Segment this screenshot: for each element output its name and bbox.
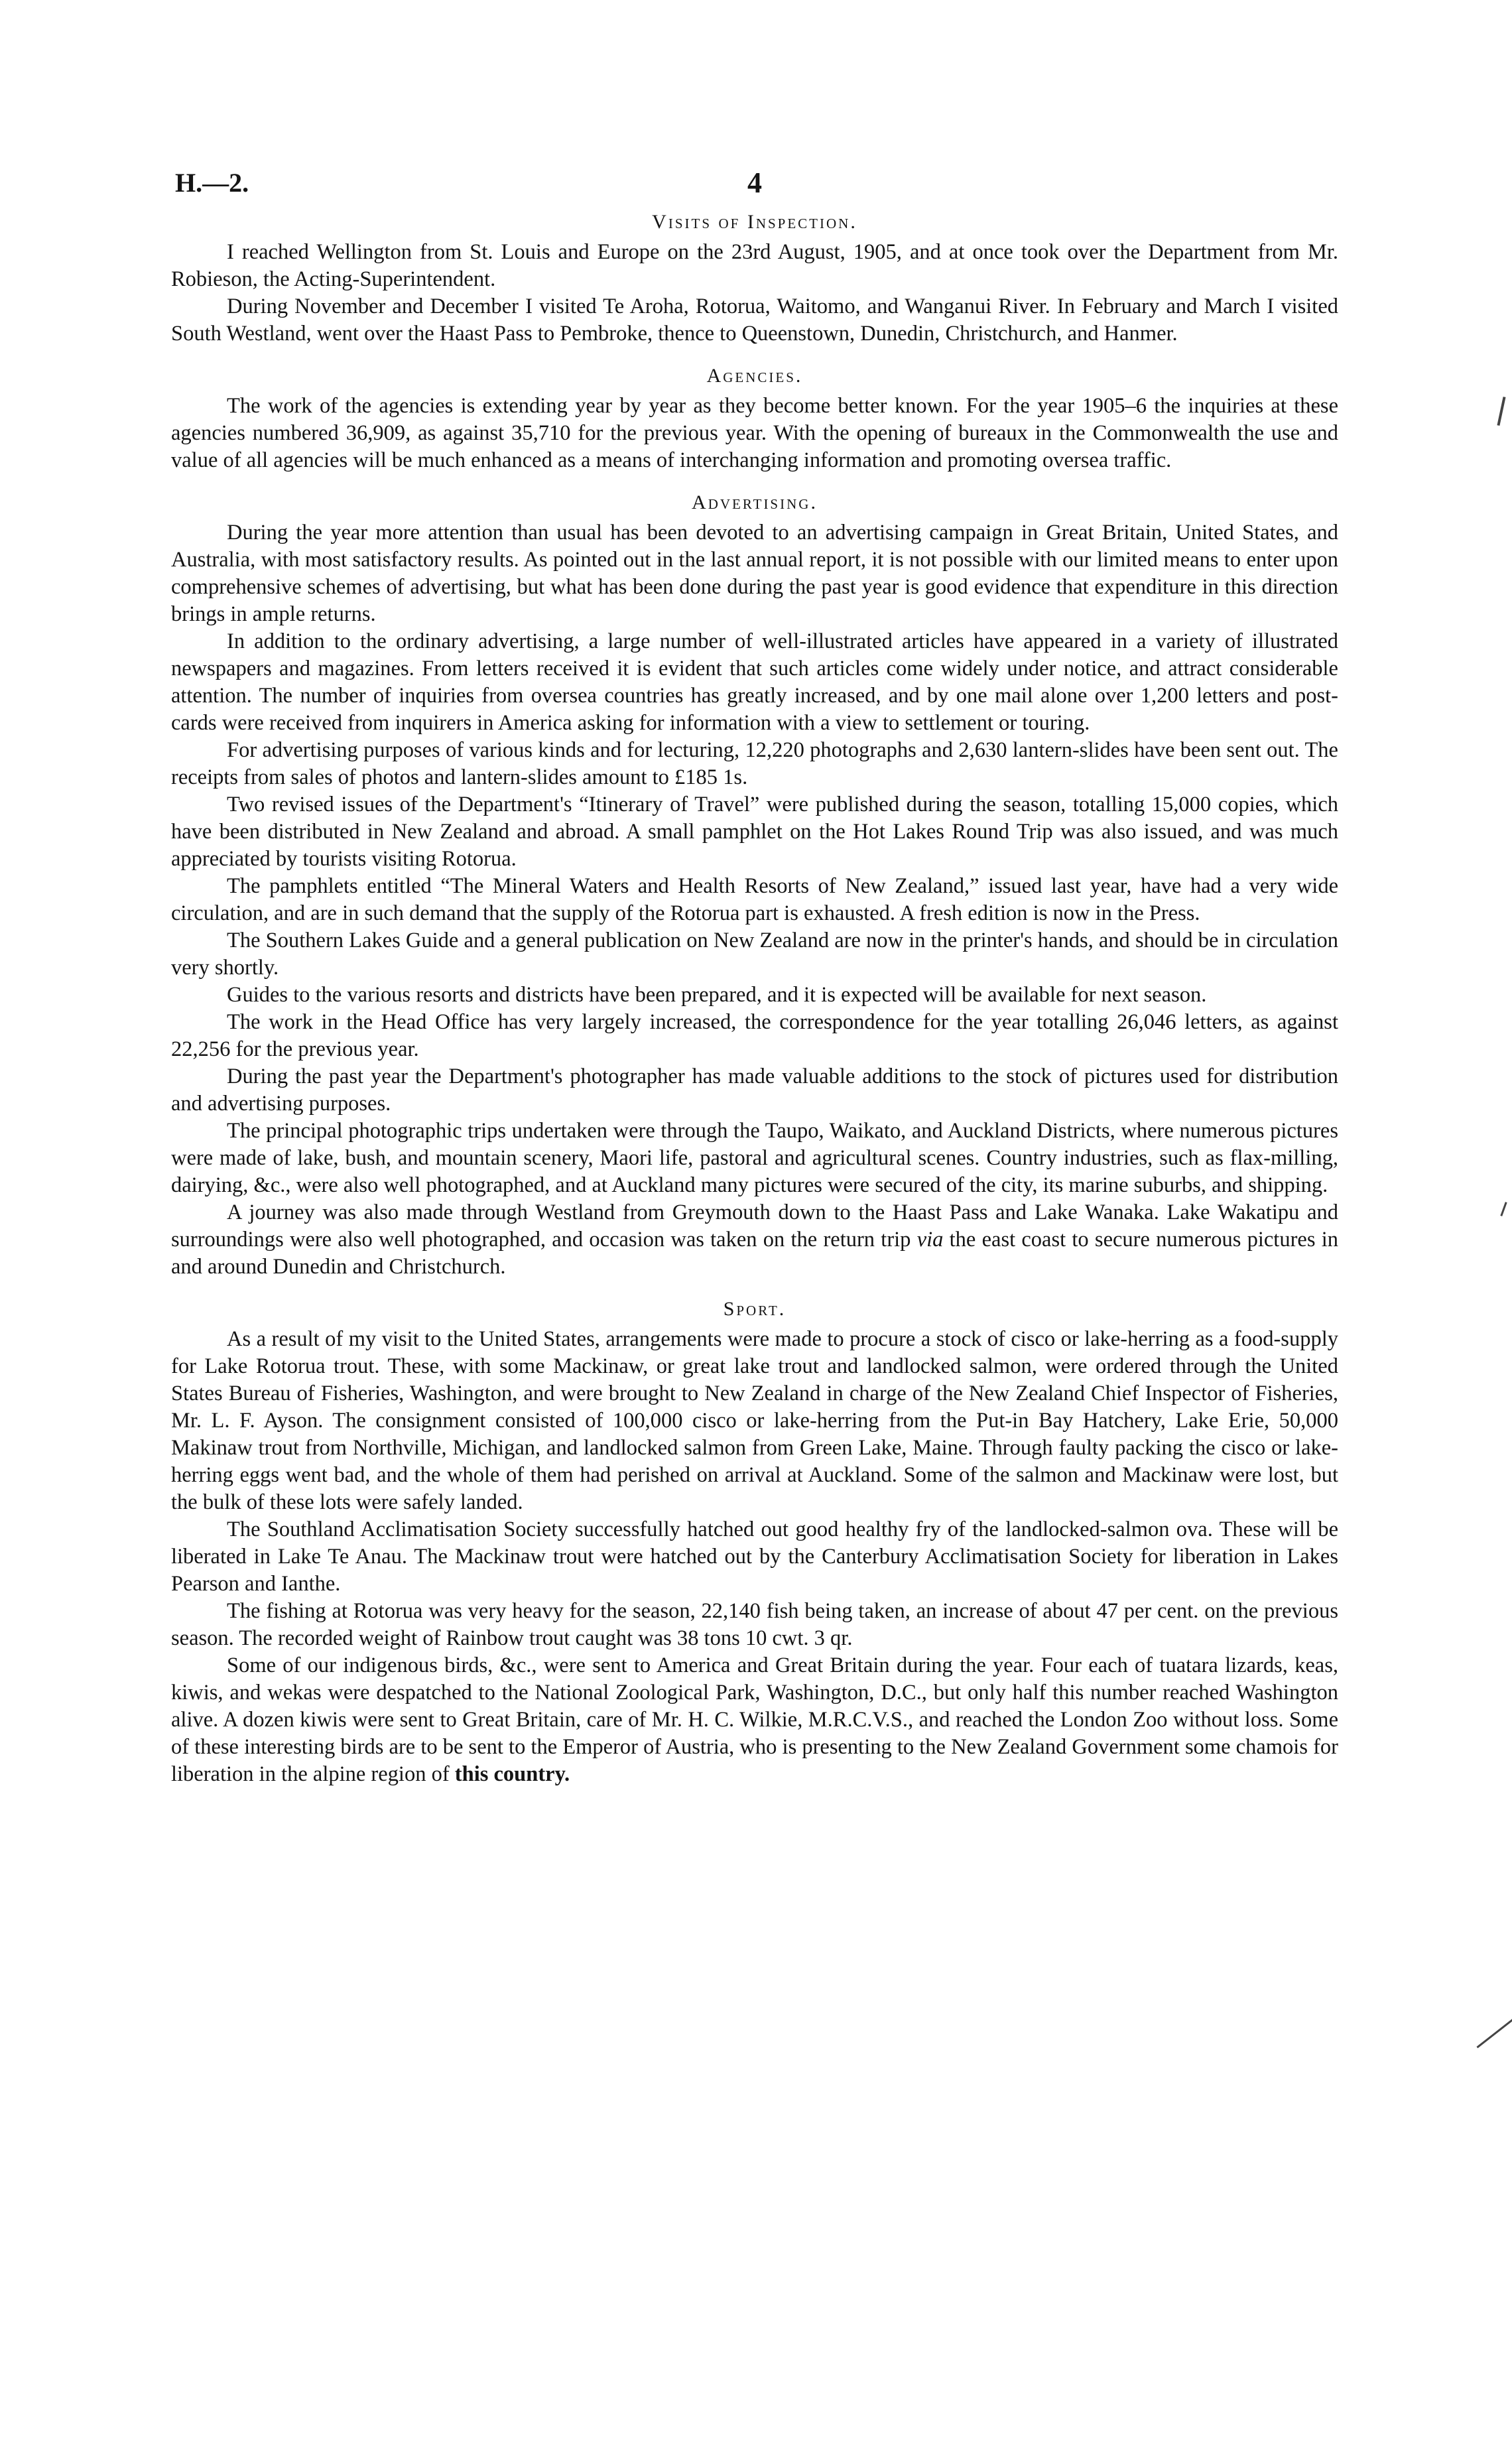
- page-mark: [1476, 2018, 1512, 2048]
- page: [171, 159, 1338, 1788]
- section-heading: Visits of Inspection.: [652, 211, 857, 233]
- paragraph-text: Some of our indigenous birds, &c., were sent to America and Great Britain during the year. Four each of tuatara lizards, keas, kiwis, and wekas were despatched to the National Zoological Park, Washington, D.C., but only half this number reached Washington alive. A dozen kiwis were sent to Great Britain, care of Mr. H. C. Wilkie, M.R.C.V.S., and reached the London Zoo without loss. Some of these interesting birds are to be sent to the Emperor of Austria, who is presenting to the New Zealand Government some chamois for liberation in the alpine region of: [171, 1653, 1338, 1786]
- document-reference: H.—2.: [175, 168, 249, 198]
- paragraph-text: the east coast to secure numerous pictures in and around Dunedin and Christchurch.: [171, 1228, 1338, 1279]
- page-header: [171, 159, 1338, 206]
- paragraph: The Southern Lakes Guide and a general publication on New Zealand are now in the printer's hands, and should be in circulation very shortly.: [171, 929, 1338, 980]
- paragraph: Two revised issues of the Department's “Itinerary of Travel” were published during the season, totalling 15,000 copies, which have been distributed in New Zealand and abroad. A small pamphlet on the Hot Lakes Round Trip was also issued, and was much appreciated by tourists visiting Rotorua.: [171, 793, 1338, 871]
- section-heading: Sport.: [723, 1298, 787, 1320]
- paragraph: During the year more attention than usual has been devoted to an advertising campaign in Great Britain, United States, and Australia, with most satisfactory results. As pointed out in the last annual report, it is not possible with our limited means to enter upon comprehensive schemes of advertising, but what has been done during the past year is good evidence that expenditure in this direction brings in ample returns.: [171, 521, 1338, 626]
- page-mark: [1497, 397, 1505, 426]
- paragraph: In addition to the ordinary advertising, a large number of well-illustrated articles have appeared in a variety of illustrated newspapers and magazines. From letters received it is evident that such articles come widely under notice, and attract considerable attention. The number of inquiries from oversea countries has greatly increased, and by one mail alone over 1,200 letters and post-cards were received from inquirers in America asking for information with a view to settlement or touring.: [171, 629, 1338, 735]
- section-heading: Advertising.: [692, 491, 818, 513]
- paragraph: [171, 1199, 1338, 1281]
- paragraph: As a result of my visit to the United States, arrangements were made to procure a stock of cisco or lake-herring as a food-supply for Lake Rotorua trout. These, with some Mackinaw, or great lake trout and landlocked salmon, were ordered through the United States Bureau of Fisheries, Washington, and were brought to New Zealand in charge of the New Zealand Chief Inspector of Fisheries, Mr. L. F. Ayson. The consignment consisted of 100,000 cisco or lake-herring from the Put-in Bay Hatchery, Lake Erie, 50,000 Makinaw trout from Northville, Michigan, and landlocked salmon from Green Lake, Maine. Through faulty packing the cisco or lake-herring eggs went bad, and the whole of them had perished on arrival at Auckland. Some of the salmon and Mackinaw were lost, but the bulk of these lots were safely landed.: [171, 1327, 1338, 1514]
- paragraph-text: A journey was also made through Westland from Greymouth down to the Haast Pass and Lake Wanaka. Lake Wakatipu and surroundings were also well photographed, and occasion was taken on the return trip: [171, 1200, 1338, 1252]
- page-number: 4: [747, 166, 762, 199]
- paragraph: The work in the Head Office has very largely increased, the correspondence for the year totalling 26,046 letters, as against 22,256 for the previous year.: [171, 1010, 1338, 1061]
- paragraph: [171, 1652, 1338, 1788]
- paragraph: The work of the agencies is extending year by year as they become better known. For the year 1905–6 the inquiries at these agencies numbered 36,909, as against 35,710 for the previous year. With the opening of bureaux in the Commonwealth the use and value of all agencies will be much enhanced as a means of interchanging information and promoting oversea traffic.: [171, 394, 1338, 472]
- paragraph: During November and December I visited Te Aroha, Rotorua, Waitomo, and Wanganui River. In February and March I visited South Westland, went over the Haast Pass to Pembroke, thence to Queenstown, Dunedin, Christchurch, and Hanmer.: [171, 294, 1338, 346]
- paragraph: During the past year the Department's photographer has made valuable additions to the stock of pictures used for distribution and advertising purposes.: [171, 1065, 1338, 1116]
- italic-text: via: [916, 1228, 944, 1252]
- paragraph: For advertising purposes of various kinds and for lecturing, 12,220 photographs and 2,630 lantern-slides have been sent out. The receipts from sales of photos and lantern-slides amount to £185 1s.: [171, 738, 1338, 789]
- section-visits-of-inspection: [171, 211, 1338, 348]
- section-heading: Agencies.: [706, 365, 803, 387]
- paragraph: Guides to the various resorts and districts have been prepared, and it is expected will be available for next season.: [227, 983, 1207, 1007]
- section-sport: [171, 1298, 1338, 1788]
- section-advertising: [171, 491, 1338, 1281]
- paragraph: The fishing at Rotorua was very heavy for the season, 22,140 fish being taken, an increase of about 47 per cent. on the previous season. The recorded weight of Rainbow trout caught was 38 tons 10 cwt. 3 qr.: [171, 1599, 1338, 1650]
- paragraph: The principal photographic trips undertaken were through the Taupo, Waikato, and Auckland Districts, where numerous pictures were made of lake, bush, and mountain scenery, Maori life, pastoral and agricultural scenes. Country industries, such as flax-milling, dairying, &c., were also well photographed, and at Auckland many pictures were secured of the city, its marine suburbs, and shipping.: [171, 1119, 1338, 1197]
- paragraph: The pamphlets entitled “The Mineral Waters and Health Resorts of New Zealand,” issued last year, have had a very wide circulation, and are in such demand that the supply of the Rotorua part is exhausted. A fresh edition is now in the Press.: [171, 874, 1338, 925]
- section-agencies: [171, 365, 1338, 474]
- page-mark: [1500, 1202, 1507, 1216]
- paragraph: The Southland Acclimatisation Society successfully hatched out good healthy fry of the landlocked-salmon ova. These will be liberated in Lake Te Anau. The Mackinaw trout were hatched out by the Canterbury Acclimatisation Society for liberation in Lakes Pearson and Ianthe.: [171, 1517, 1338, 1596]
- paragraph: I reached Wellington from St. Louis and Europe on the 23rd August, 1905, and at once took over the Department from Mr. Robieson, the Acting-Superintendent.: [171, 240, 1338, 291]
- bold-text: this country.: [454, 1762, 570, 1786]
